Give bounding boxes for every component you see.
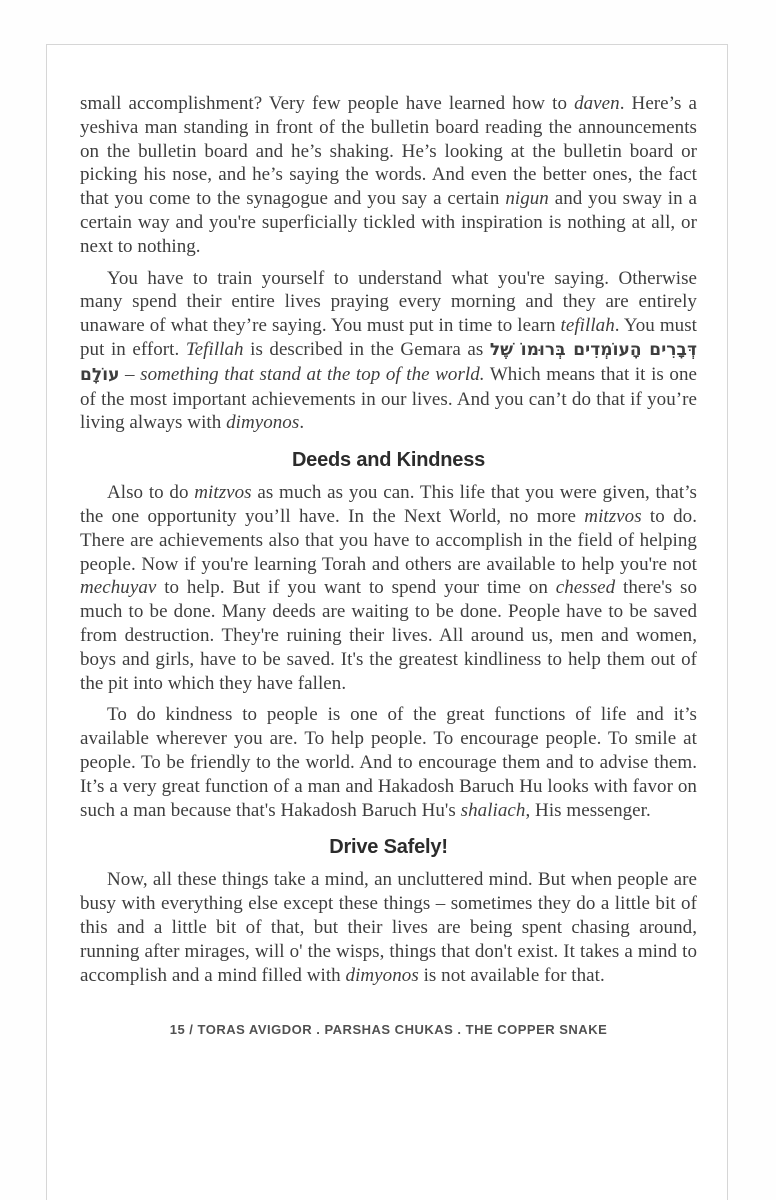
italic-term: dimyonos [226,412,300,434]
italic-term: mechuyav [80,577,157,599]
italic-term: mitzvos [584,505,642,527]
italic-term: nigun [505,188,549,210]
italic-term: Tefillah [185,338,244,360]
text-run: To do kindness to people is one of the great functions of life and it’s available wherever you are. To help people. To encourage people. To smile at people. To be friendly to the world. And to encourage them and to advise them. It’s a very great function of a man and Hakadosh Baruch Hu looks with favor on such a man because that's Hakadosh Baruch Hu's [80,704,697,821]
text-run: Now, all these things take a mind, an uncluttered mind. But when people are busy with everything else except these things – sometimes they do a little bit of this and a little bit of that, but their lives are being spent chasing around, running after mirages, will o' the wisps, things that don't exist. It takes a mind to accomplish and a mind filled with [80,869,697,986]
section-heading: Drive Safely! [329,836,448,859]
text-run: Also to do [107,482,195,504]
body-paragraph [80,267,697,436]
italic-term: something that stand at the top of the world. [140,363,485,385]
text-run: to do. There are achievements also that you have to accomplish in the field of helping people. Now if you're learning Torah and others are available to help you're not [80,505,697,575]
body-paragraph [80,868,697,987]
italic-term: dimyonos [345,964,419,986]
text-run: – [119,363,141,385]
text-run: is not available for that. [418,964,605,986]
page-card [46,44,728,1200]
text-run: is described in the Gemara as [243,338,490,360]
text-run: and you sway in a certain way and you're superficially tickled with inspiration is nothing at all, or next to nothing. [80,188,698,257]
italic-term: shaliach [460,799,526,821]
text-run: You have to train yourself to understand what you're saying. Otherwise many spend their entire lives praying every morning and they are entirely unaware of what they’re saying. You must put in time to learn [80,267,697,337]
body-paragraph [80,703,697,822]
text-run: to help. But if you want to spend your time on [156,577,556,599]
text-run: small accomplishment? Very few people have learned how to [80,93,575,114]
text-run: . You must put in effort. [80,315,697,360]
page-footer: 15 / TORAS AVIGDOR . PARSHAS CHUKAS . THE COPPER SNAKE [169,1022,608,1038]
text-run: there's so much to be done. Many deeds are waiting to be done. People have to be saved from destruction. They're ruining their lives. All around us, men and women, boys and girls, have to be saved. It's the greatest kindliness to help them out of the pit into which they have fallen. [80,577,697,694]
text-run: . [299,412,305,434]
text-run: . Here’s a yeshiva man standing in front of the bulletin board reading the announcements on the bulletin board and he’s shaking. He’s looking at the bulletin board or picking his nose, and he’s saying the words. And even the better ones, the fact that you come to the synagogue and you say a certain [80,93,697,210]
hebrew-phrase: דְּבָרִים הָעוֹמְדִים בְּרוּמוֹ שֶׁל עוֹלָם [80,339,697,385]
body-paragraph [80,92,697,259]
body-paragraph [80,481,697,695]
italic-term: daven [574,93,620,114]
italic-term: chessed [555,577,616,599]
article-content [80,92,697,987]
text-run: Which means that it is one of the most important achievements in our lives. And you can’t do that if you’re living always with [80,363,697,434]
italic-term: mitzvos [194,482,252,504]
section-heading: Deeds and Kindness [291,449,486,472]
text-run: , His messenger. [525,799,651,821]
text-run: as much as you can. This life that you were given, that’s the one opportunity you’ll have. In the Next World, no more [80,482,697,527]
italic-term: tefillah [560,315,615,337]
